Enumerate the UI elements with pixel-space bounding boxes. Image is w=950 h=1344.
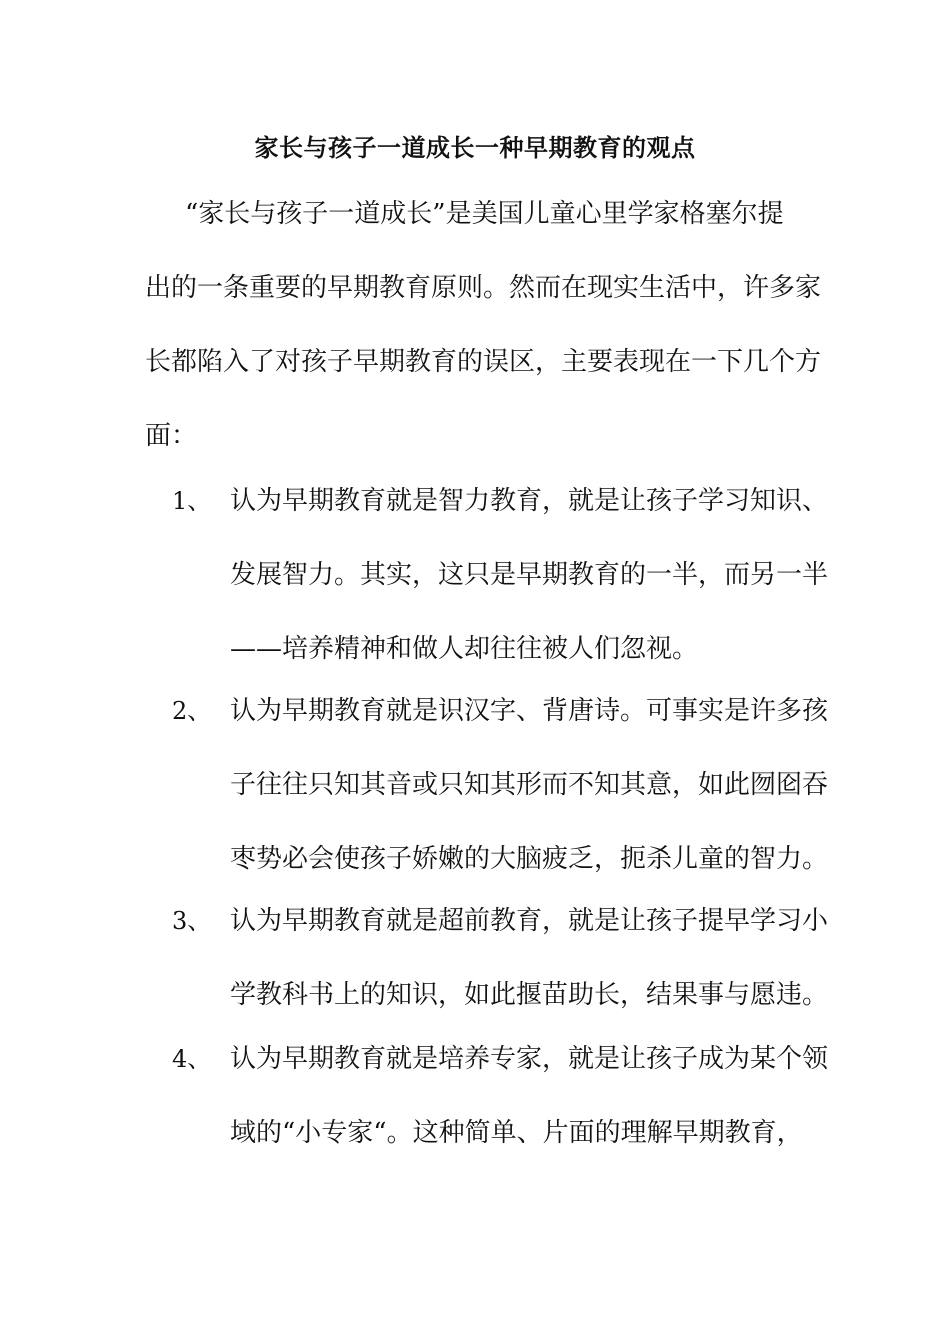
list-item-1-line-1: 认为早期教育就是智力教育，就是让孩子学习知识、	[230, 486, 829, 516]
list-item-3-line-2: 学教科书上的知识，如此揠苗助长，结果事与愿违。	[230, 980, 829, 1010]
intro-line-2: 出的一条重要的早期教育原则。然而在现实生活中，许多家	[145, 273, 822, 303]
list-item-4-line-2: 域的“小专家“。这种简单、片面的理解早期教育，	[230, 1118, 803, 1148]
list-item-4-line-1: 认为早期教育就是培养专家，就是让孩子成为某个领	[230, 1044, 829, 1074]
list-item-3-line-1: 认为早期教育就是超前教育，就是让孩子提早学习小	[230, 906, 829, 936]
document-title: 家长与孩子一道成长一种早期教育的观点	[254, 133, 696, 162]
intro-line-4: 面：	[145, 421, 198, 451]
list-item-number-2: 2、	[172, 697, 212, 725]
list-item-number-3: 3、	[172, 907, 212, 935]
list-item-2-line-3: 枣势必会使孩子娇嫩的大脑疲乏，扼杀儿童的智力。	[230, 844, 829, 874]
list-item-1-line-3: ——培养精神和做人却往往被人们忽视。	[230, 634, 699, 664]
intro-line-1: “家长与孩子一道成长”是美国儿童心里学家格塞尔提	[185, 199, 784, 229]
list-item-number-4: 4、	[172, 1045, 212, 1073]
list-item-1-line-2: 发展智力。其实，这只是早期教育的一半，而另一半	[230, 560, 829, 590]
list-item-number-1: 1、	[172, 487, 212, 515]
list-item-2-line-1: 认为早期教育就是识汉字、背唐诗。可事实是许多孩	[230, 696, 829, 726]
list-item-2-line-2: 子往往只知其音或只知其形而不知其意，如此囫囵吞	[230, 770, 829, 800]
intro-line-3: 长都陷入了对孩子早期教育的误区，主要表现在一下几个方	[145, 347, 822, 377]
